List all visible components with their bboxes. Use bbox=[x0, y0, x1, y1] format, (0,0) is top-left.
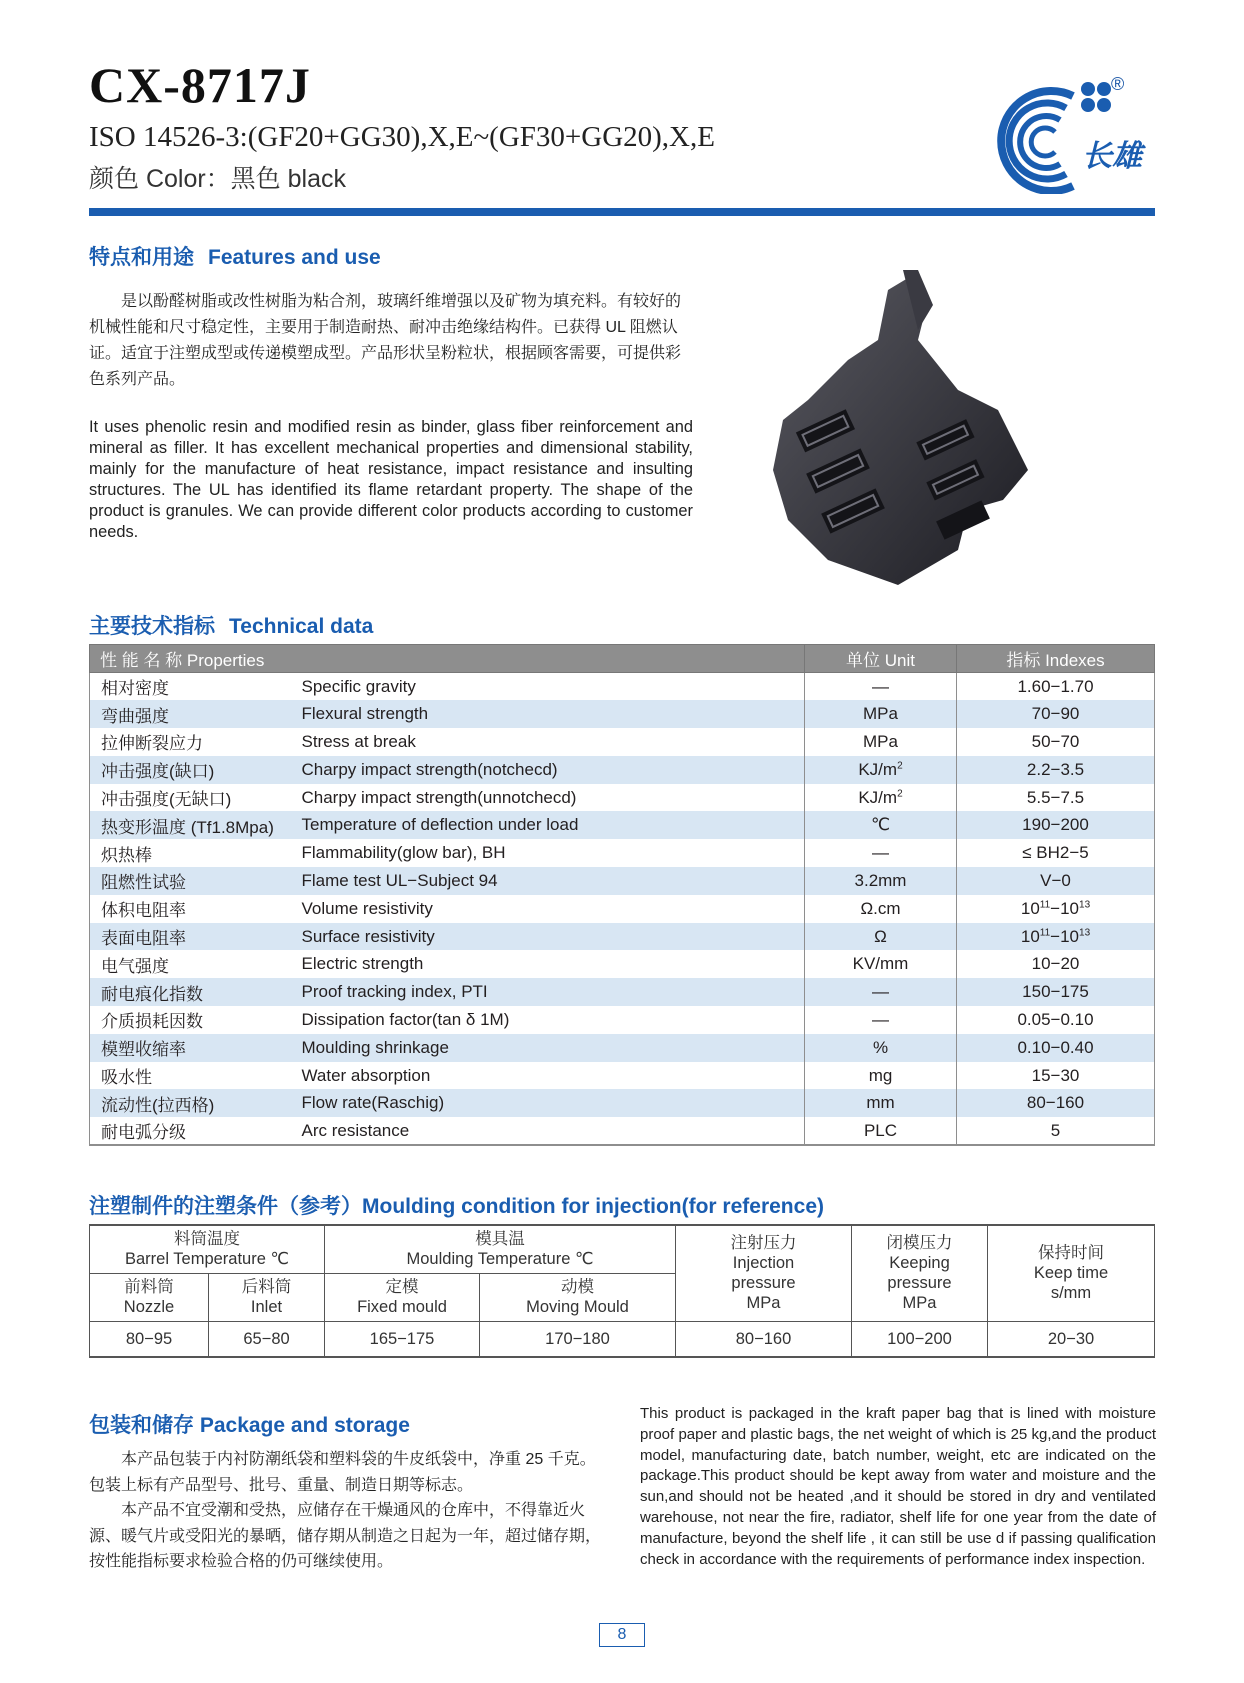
injection-unit: MPa bbox=[746, 1294, 781, 1313]
property-unit: 3.2mm bbox=[805, 867, 957, 895]
nozzle-cn: 前料筒 bbox=[124, 1278, 174, 1296]
property-unit: — bbox=[805, 673, 957, 701]
table-row bbox=[90, 839, 1155, 867]
features-heading-cn: 特点和用途 bbox=[89, 246, 194, 269]
property-unit: Ω.cm bbox=[805, 895, 957, 923]
nozzle-value: 80−95 bbox=[90, 1321, 209, 1357]
barrel-temp-header bbox=[90, 1225, 325, 1273]
inlet-value: 65−80 bbox=[209, 1321, 325, 1357]
column-header-indexes: 指标 Indexes bbox=[957, 645, 1155, 673]
property-cn: 耐电弧分级 bbox=[90, 1117, 302, 1145]
table-header-row bbox=[90, 645, 1155, 673]
property-cn: 拉伸断裂应力 bbox=[90, 728, 302, 756]
table-row bbox=[90, 756, 1155, 784]
mould-header-row bbox=[90, 1225, 1155, 1273]
property-cn: 吸水性 bbox=[90, 1062, 302, 1090]
moulding-conditions-table bbox=[89, 1224, 1155, 1358]
table-row bbox=[90, 811, 1155, 839]
injection-pressure-header bbox=[676, 1225, 852, 1321]
header-rule bbox=[89, 208, 1155, 216]
unit-exponent: 2 bbox=[897, 787, 903, 799]
company-logo bbox=[978, 74, 1168, 194]
value-base: −10 bbox=[1050, 898, 1080, 918]
package-text-en: This product is packaged in the kraft paper bag that is lined with moisture proof paper and plastic bags, the net weight of which is 25 kg,and the product model, manufacturing date, batch number, weight, etc are indicated on the package.This product should be kept away from water and moisture and the sun,and should not be heated ,and it should be stored in dry and ventilated warehouse, not near the fire, radiator, shelf life for one year from the date of manufacture, beyond the shelf life , it can still be use d if passing qualification check in accordance with the requirements of performance index inspection. bbox=[640, 1405, 1156, 1568]
value-base: −10 bbox=[1050, 926, 1080, 946]
property-en: Surface resistivity bbox=[302, 923, 805, 951]
property-value: 80−160 bbox=[957, 1089, 1155, 1117]
package-heading: 包装和储存 Package and storage bbox=[89, 1414, 410, 1437]
value-exponent: 13 bbox=[1079, 926, 1091, 938]
value-exponent: 13 bbox=[1079, 899, 1091, 911]
property-value: ≤ BH2−5 bbox=[957, 839, 1155, 867]
inlet-en: Inlet bbox=[250, 1298, 283, 1316]
property-value: 5 bbox=[957, 1117, 1155, 1145]
table-row bbox=[90, 1117, 1155, 1145]
package-text-cn-2: 本产品不宜受潮和受热，应储存在干燥通风的仓库中，不得靠近火源、暖气片或受阳光的暴晒，储存期从制造之日起为一年，超过储存期，按性能指标要求检验合格的仍可继续使用。 bbox=[89, 1502, 602, 1570]
property-cn: 电气强度 bbox=[90, 950, 302, 978]
property-value: 190−200 bbox=[957, 811, 1155, 839]
keeping-pressure-value: 100−200 bbox=[852, 1321, 988, 1357]
color-line: 颜色 Color：黑色 black bbox=[89, 165, 346, 193]
keep-time-cn: 保持时间 bbox=[1038, 1244, 1104, 1263]
features-text-cn: 是以酚醛树脂或改性树脂为粘合剂，玻璃纤维增强以及矿物为填充料。有较好的机械性能和尺寸稳定性，主要用于制造耐热、耐冲击绝缘结构件。已获得 UL 阻燃认证。适宜于注塑成型或传递模塑成型。产品形状呈粉粒状，根据顾客需要，可提供彩色系列产品。 bbox=[89, 293, 682, 388]
features-text-en: It uses phenolic resin and modified resin as binder, glass fiber reinforcement and mineral as filler. It has excellent mechanical properties and dimensional stability, mainly for the manufacture of heat resistance, impact resistance and insulting structures. The UL has identified its flame retardant property. The shape of the product is granules. We can provide different color products according to customer needs. bbox=[89, 418, 693, 541]
nozzle-header bbox=[90, 1273, 209, 1321]
property-en: Charpy impact strength(unnotchecd) bbox=[302, 784, 805, 812]
moving-en: Moving Mould bbox=[526, 1298, 629, 1316]
property-cn: 体积电阻率 bbox=[90, 895, 302, 923]
property-unit: — bbox=[805, 978, 957, 1006]
unit-base: KJ/m bbox=[858, 787, 898, 807]
unit-base: KJ/m bbox=[858, 759, 898, 779]
table-row bbox=[90, 700, 1155, 728]
property-en: Volume resistivity bbox=[302, 895, 805, 923]
table-row bbox=[90, 950, 1155, 978]
property-en: Flow rate(Raschig) bbox=[302, 1089, 805, 1117]
property-unit: MPa bbox=[805, 728, 957, 756]
property-en: Arc resistance bbox=[302, 1117, 805, 1145]
property-value: 150−175 bbox=[957, 978, 1155, 1006]
property-unit: — bbox=[805, 1006, 957, 1034]
property-value: 0.10−0.40 bbox=[957, 1034, 1155, 1062]
property-unit: MPa bbox=[805, 700, 957, 728]
property-en: Moulding shrinkage bbox=[302, 1034, 805, 1062]
injection-en: Injection bbox=[732, 1254, 795, 1273]
property-unit: PLC bbox=[805, 1117, 957, 1145]
property-cn: 介质损耗因数 bbox=[90, 1006, 302, 1034]
technical-data-table bbox=[89, 644, 1155, 1146]
property-unit: % bbox=[805, 1034, 957, 1062]
iso-spec: ISO 14526-3:(GF20+GG30),X,E~(GF30+GG20),X,E bbox=[89, 121, 715, 153]
property-cn: 冲击强度(无缺口) bbox=[90, 784, 302, 812]
technical-heading-cn: 主要技术指标 bbox=[89, 615, 215, 638]
property-unit: Ω bbox=[805, 923, 957, 951]
property-unit: — bbox=[805, 839, 957, 867]
fixed-mould-value: 165−175 bbox=[325, 1321, 480, 1357]
property-value: 1.60−1.70 bbox=[957, 673, 1155, 701]
features-heading-en: Features and use bbox=[208, 246, 381, 269]
property-cn: 流动性(拉西格) bbox=[90, 1089, 302, 1117]
keeping-cn: 闭模压力 bbox=[886, 1234, 953, 1253]
moulding-heading: 注塑制件的注塑条件（参考）Moulding condition for injection(for reference) bbox=[89, 1195, 824, 1218]
property-unit bbox=[805, 756, 957, 784]
keep-time-en: Keep time bbox=[1033, 1264, 1109, 1283]
table-row bbox=[90, 1034, 1155, 1062]
table-row bbox=[90, 1006, 1155, 1034]
barrel-cn: 料筒温度 bbox=[174, 1230, 240, 1249]
property-unit: mg bbox=[805, 1062, 957, 1090]
mould-temp-header bbox=[325, 1225, 676, 1273]
keeping-unit: MPa bbox=[902, 1294, 937, 1313]
property-en: Temperature of deflection under load bbox=[302, 811, 805, 839]
property-cn: 阻燃性试验 bbox=[90, 867, 302, 895]
fixed-cn: 定模 bbox=[385, 1278, 419, 1296]
mould-values-row bbox=[90, 1321, 1155, 1357]
property-en: Dissipation factor(tan δ 1M) bbox=[302, 1006, 805, 1034]
property-en: Flammability(glow bar), BH bbox=[302, 839, 805, 867]
property-value: 15−30 bbox=[957, 1062, 1155, 1090]
property-cn: 表面电阻率 bbox=[90, 923, 302, 951]
moving-mould-value: 170−180 bbox=[480, 1321, 676, 1357]
keeping-pressure-header bbox=[852, 1225, 988, 1321]
property-en: Flexural strength bbox=[302, 700, 805, 728]
fixed-mould-header bbox=[325, 1273, 480, 1321]
package-text-cn bbox=[89, 1447, 601, 1575]
property-cn: 弯曲强度 bbox=[90, 700, 302, 728]
table-row bbox=[90, 728, 1155, 756]
moving-mould-header bbox=[480, 1273, 676, 1321]
product-code: CX-8717J bbox=[89, 57, 311, 113]
property-cn: 模塑收缩率 bbox=[90, 1034, 302, 1062]
property-cn: 耐电痕化指数 bbox=[90, 978, 302, 1006]
mould-en: Moulding Temperature ℃ bbox=[406, 1250, 594, 1269]
keeping-en: Keeping bbox=[889, 1254, 950, 1273]
injection-pressure-value: 80−160 bbox=[676, 1321, 852, 1357]
keep-time-header bbox=[988, 1225, 1155, 1321]
property-en: Charpy impact strength(notchecd) bbox=[302, 756, 805, 784]
product-part-image bbox=[768, 270, 1078, 590]
property-cn: 冲击强度(缺口) bbox=[90, 756, 302, 784]
table-row bbox=[90, 895, 1155, 923]
table-row bbox=[90, 1062, 1155, 1090]
inlet-header bbox=[209, 1273, 325, 1321]
table-row bbox=[90, 923, 1155, 951]
property-en: Specific gravity bbox=[302, 673, 805, 701]
features-heading bbox=[89, 241, 381, 271]
property-en: Flame test UL−Subject 94 bbox=[302, 867, 805, 895]
property-unit: KV/mm bbox=[805, 950, 957, 978]
table-row bbox=[90, 867, 1155, 895]
property-en: Water absorption bbox=[302, 1062, 805, 1090]
package-text-cn-1: 本产品包装于内衬防潮纸袋和塑料袋的牛皮纸袋中，净重 25 千克。包装上标有产品型号、批号、重量、制造日期等标志。 bbox=[89, 1451, 596, 1494]
property-value: 5.5−7.5 bbox=[957, 784, 1155, 812]
column-header-unit: 单位 Unit bbox=[805, 645, 957, 673]
registered-mark: ® bbox=[1111, 74, 1125, 94]
property-value: 50−70 bbox=[957, 728, 1155, 756]
technical-heading bbox=[89, 610, 373, 640]
moving-cn: 动模 bbox=[561, 1278, 594, 1296]
injection-en-2: pressure bbox=[731, 1274, 796, 1293]
property-value bbox=[957, 923, 1155, 951]
keep-time-unit: s/mm bbox=[1050, 1284, 1092, 1303]
technical-heading-en: Technical data bbox=[229, 615, 374, 638]
inlet-cn: 后料筒 bbox=[241, 1278, 292, 1296]
property-en: Stress at break bbox=[302, 728, 805, 756]
property-unit: ℃ bbox=[805, 811, 957, 839]
property-cn: 相对密度 bbox=[90, 673, 302, 701]
barrel-en: Barrel Temperature ℃ bbox=[124, 1250, 290, 1269]
property-value: 10−20 bbox=[957, 950, 1155, 978]
property-value: V−0 bbox=[957, 867, 1155, 895]
property-value: 0.05−0.10 bbox=[957, 1006, 1155, 1034]
table-row bbox=[90, 673, 1155, 701]
keeping-en-2: pressure bbox=[887, 1274, 952, 1293]
column-header-properties: 性 能 名 称 Properties bbox=[90, 645, 805, 673]
property-en: Proof tracking index, PTI bbox=[302, 978, 805, 1006]
value-base: 10 bbox=[1020, 898, 1040, 918]
mould-cn: 模具温 bbox=[475, 1230, 525, 1249]
table-row bbox=[90, 978, 1155, 1006]
logo-text: 长雄 bbox=[1082, 139, 1142, 174]
property-cn: 热变形温度 (Tf1.8Mpa) bbox=[90, 811, 302, 839]
table-row bbox=[90, 784, 1155, 812]
fixed-en: Fixed mould bbox=[357, 1298, 447, 1316]
page-number: 8 bbox=[599, 1623, 645, 1647]
property-cn: 炽热棒 bbox=[90, 839, 302, 867]
unit-exponent: 2 bbox=[897, 760, 903, 772]
property-en: Electric strength bbox=[302, 950, 805, 978]
property-unit bbox=[805, 784, 957, 812]
property-value bbox=[957, 895, 1155, 923]
injection-cn: 注射压力 bbox=[730, 1234, 797, 1253]
value-exponent: 11 bbox=[1039, 899, 1051, 911]
table-row bbox=[90, 1089, 1155, 1117]
property-value: 2.2−3.5 bbox=[957, 756, 1155, 784]
value-exponent: 11 bbox=[1039, 926, 1051, 938]
value-base: 10 bbox=[1020, 926, 1040, 946]
keep-time-value: 20−30 bbox=[988, 1321, 1155, 1357]
property-unit: mm bbox=[805, 1089, 957, 1117]
property-value: 70−90 bbox=[957, 700, 1155, 728]
nozzle-en: Nozzle bbox=[123, 1298, 175, 1316]
